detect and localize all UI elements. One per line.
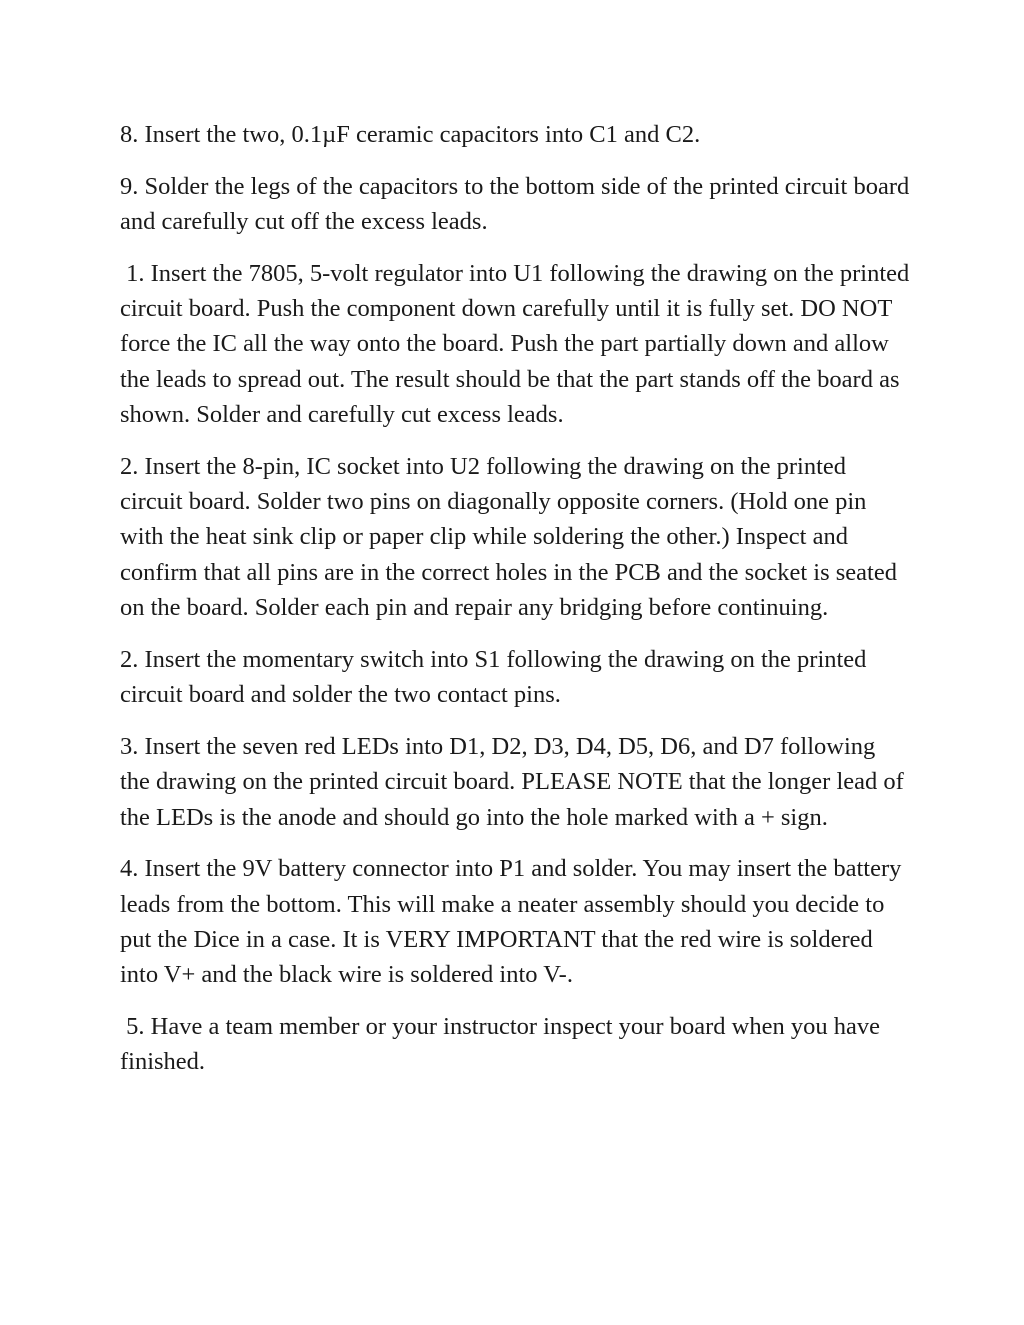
step-2-switch-paragraph: 2. Insert the momentary switch into S1 following the drawing on the printed circuit board and solder the two contact pins. bbox=[120, 645, 867, 709]
step-3-leds-paragraph: 3. Insert the seven red LEDs into D1, D2, D3, D4, D5, D6, and D7 following the drawing on the printed circuit board. PLEASE NOTE that the longer lead of the LEDs is the anode and should go into the hole marked with a + sign. bbox=[120, 732, 904, 831]
step-9-paragraph: 9. Solder the legs of the capacitors to the bottom side of the printed circuit board and carefully cut off the excess leads. bbox=[120, 172, 910, 236]
step-4-battery-paragraph: 4. Insert the 9V battery connector into P1 and solder. You may insert the battery leads from the bottom. This will make a neater assembly should you decide to put the Dice in a case. It is VERY IMPORTANT that the red wire is soldered into V+ and the black wire is soldered into V-. bbox=[120, 855, 902, 989]
document-page bbox=[120, 117, 910, 1096]
step-2-ic-socket-paragraph: 2. Insert the 8-pin, IC socket into U2 following the drawing on the printed circuit board. Solder two pins on diagonally opposite corners. (Hold one pin with the heat sink clip or paper clip while soldering the other.) Inspect and confirm that all pins are in the correct holes in the PCB and the socket is seated on the board. Solder each pin and repair any bridging before continuing. bbox=[120, 452, 897, 622]
step-1-regulator-paragraph: 1. Insert the 7805, 5-volt regulator into U1 following the drawing on the printed circuit board. Push the component down carefully until it is fully set. DO NOT force the IC all the way onto the board. Push the part partially down and allow the leads to spread out. The result should be that the part stands off the board as shown. Solder and carefully cut excess leads. bbox=[120, 259, 910, 429]
step-5-inspect-paragraph: 5. Have a team member or your instructor inspect your board when you have finished. bbox=[120, 1013, 880, 1076]
step-8-paragraph: 8. Insert the two, 0.1µF ceramic capacitors into C1 and C2. bbox=[120, 121, 701, 148]
